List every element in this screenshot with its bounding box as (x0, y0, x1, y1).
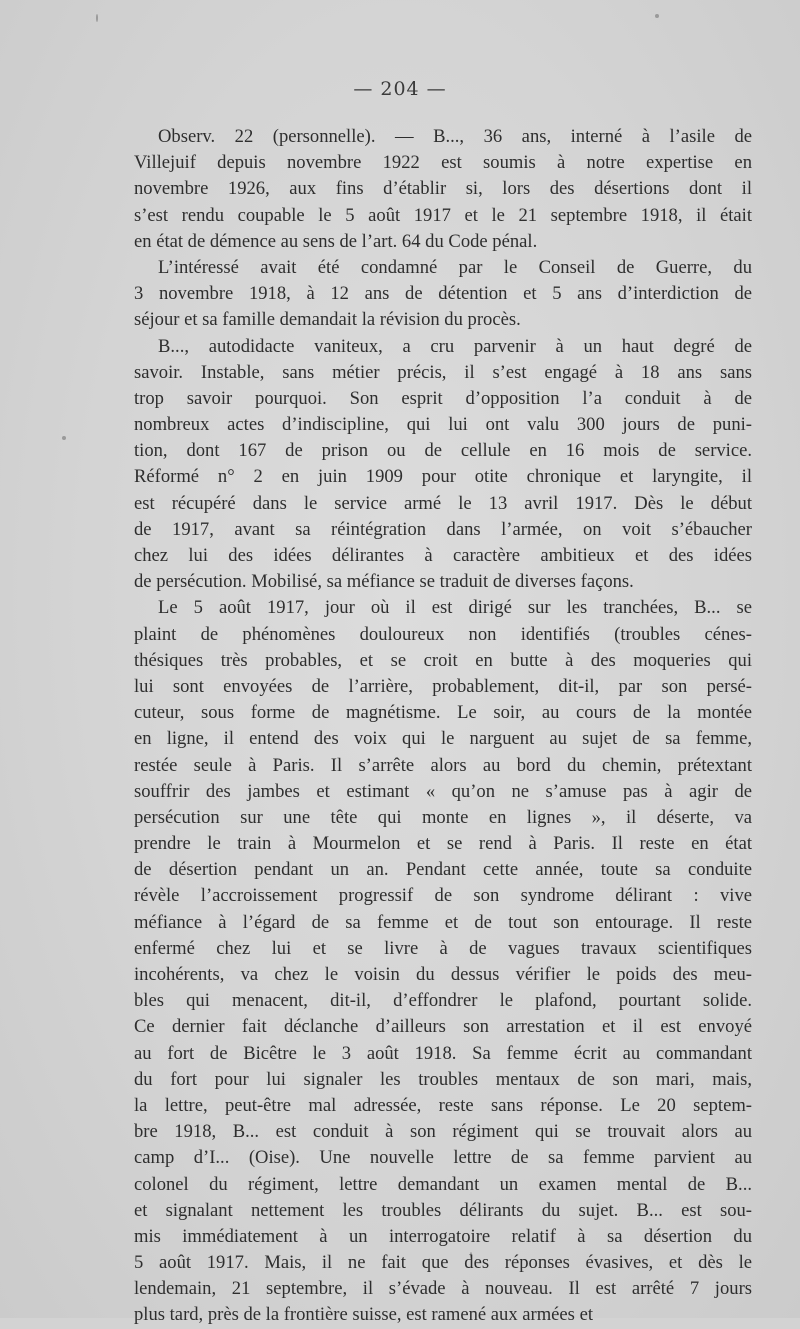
text-line: savoir. Instable, sans métier précis, il s’est engagé à 18 ans sans (134, 361, 752, 383)
text-line: nombreux actes d’indiscipline, qui lui ont valu 300 jours de puni- (134, 414, 752, 436)
text-line: souffrir des jambes et estimant « qu’on ne s’amuse pas à agir de (134, 780, 752, 802)
text-line: enfermé chez lui et se livre à de vagues travaux scientifiques (134, 937, 752, 959)
text-line: révèle l’accroissement progressif de son syndrome délirant : vive (134, 885, 752, 907)
text-line: incohérents, va chez le voisin du dessus vérifier le poids des meu- (134, 964, 752, 985)
text-line: 5 août 1917. Mais, il ne fait que des réponses évasives, et dès le (134, 1252, 752, 1274)
text-line: Ce dernier fait déclanche d’ailleurs son arrestation et il est envoyé (134, 1016, 752, 1038)
paragraph (134, 334, 752, 596)
text-line: de persécution. Mobilisé, sa méfiance se traduit de diverses façons. (134, 571, 634, 593)
paragraph (134, 595, 752, 1328)
text-line: de 1917, avant sa réintégration dans l’armée, on voit s’ébaucher (134, 518, 752, 540)
paragraph (134, 124, 752, 255)
text-line: bre 1918, B... est conduit à son régiment qui se trouvait alors au (134, 1121, 752, 1143)
text-line: en état de démence au sens de l’art. 64 du Code pénal. (134, 230, 538, 252)
page-body-text (134, 124, 752, 1329)
text-line: novembre 1926, aux fins d’établir si, lors des désertions dont il (134, 178, 752, 200)
text-line: mis immédiatement à un interrogatoire relatif à sa désertion du (134, 1225, 752, 1247)
text-line: du fort pour lui signaler les troubles mentaux de son mari, mais, (134, 1068, 752, 1090)
text-line: Villejuif depuis novembre 1922 est soumis à notre expertise en (134, 152, 752, 174)
text-line: L’intéressé avait été condamné par le Conseil de Guerre, du (158, 256, 752, 278)
text-line: méfiance à l’égard de sa femme et de tout son entourage. Il reste (134, 911, 752, 933)
page-number: — 204 — (353, 78, 447, 100)
text-line: plaint de phénomènes douloureux non identifiés (troubles cénes- (134, 623, 752, 645)
text-line: plus tard, près de la frontière suisse, est ramené aux armées et (134, 1304, 593, 1326)
text-line: thésiques très probables, et se croit en butte à des moqueries qui (134, 649, 752, 671)
text-line: lui sont envoyées de l’arrière, probablement, dit-il, par son persé- (134, 675, 752, 697)
text-line: restée seule à Paris. Il s’arrête alors au bord du chemin, prétextant (134, 754, 752, 776)
text-line: B..., autodidacte vaniteux, a cru parvenir à un haut degré de (158, 335, 752, 357)
paragraph (134, 255, 752, 334)
print-speck (655, 14, 659, 18)
text-line: bles qui menacent, dit-il, d’effondrer le plafond, pourtant solide. (134, 990, 752, 1012)
text-line: Observ. 22 (personnelle). — B..., 36 ans, interné à l’asile de (158, 126, 752, 147)
text-line: la lettre, peut-être mal adressée, reste sans réponse. Le 20 septem- (134, 1094, 752, 1116)
text-line: lendemain, 21 septembre, il s’évade à nouveau. Il est arrêté 7 jours (134, 1278, 752, 1300)
text-line: persécution sur une tête qui monte en lignes », il déserte, va (134, 806, 752, 828)
text-line: tion, dont 167 de prison ou de cellule en 16 mois de service. (134, 440, 752, 462)
text-line: est récupéré dans le service armé le 13 avril 1917. Dès le début (134, 492, 752, 514)
print-speck (96, 14, 98, 22)
text-line: en ligne, il entend des voix qui le narguent au sujet de sa femme, (134, 728, 752, 750)
text-line: chez lui des idées délirantes à caractère ambitieux et des idées (134, 545, 752, 566)
text-line: séjour et sa famille demandait la révision du procès. (134, 309, 521, 331)
text-line: camp d’I... (Oise). Une nouvelle lettre de sa femme parvient au (134, 1147, 752, 1169)
text-line: de désertion pendant un an. Pendant cette année, toute sa conduite (134, 859, 752, 881)
text-line: trop savoir pourquoi. Son esprit d’opposition l’a conduit à de (134, 387, 752, 409)
text-line: et signalant nettement les troubles délirants du sujet. B... est sou- (134, 1199, 752, 1221)
print-speck (62, 436, 66, 440)
text-line: cuteur, sous forme de magnétisme. Le soir, au cours de la montée (134, 702, 752, 724)
text-line: prendre le train à Mourmelon et se rend à Paris. Il reste en état (134, 833, 752, 855)
text-line: 3 novembre 1918, à 12 ans de détention et 5 ans d’interdiction de (134, 283, 752, 305)
text-line: Réformé n° 2 en juin 1909 pour otite chronique et laryngite, il (134, 466, 752, 488)
text-line: Le 5 août 1917, jour où il est dirigé sur les tranchées, B... se (158, 597, 752, 619)
text-line: au fort de Bicêtre le 3 août 1918. Sa femme écrit au commandant (134, 1042, 752, 1064)
text-line: colonel du régiment, lettre demandant un examen mental de B... (134, 1173, 752, 1195)
text-line: s’est rendu coupable le 5 août 1917 et le 21 septembre 1918, il était (134, 204, 752, 226)
